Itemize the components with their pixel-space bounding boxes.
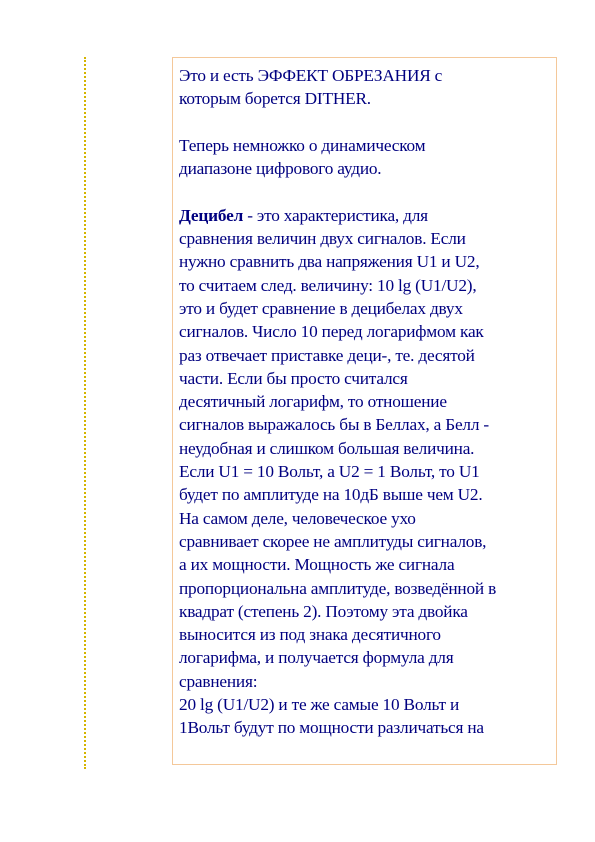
text-line: Это и есть ЭФФЕКТ ОБРЕЗАНИЯ с (179, 66, 443, 85)
text-line: это и будет сравнение в децибелах двух (179, 298, 463, 318)
paragraph-clipping-effect (179, 64, 551, 111)
text-line: части. Если бы просто считался (179, 368, 408, 388)
text-line: 20 lg (U1/U2) и те же самые 10 Вольт и (179, 695, 460, 715)
text-line-first (179, 204, 551, 227)
margin-dotted-rule (84, 57, 86, 769)
text-body (179, 64, 551, 740)
text-line: сравнивает скорее не амплитуды сигналов, (179, 531, 487, 551)
text-line: будет по амплитуде на 10дБ выше чем U2. (179, 485, 483, 505)
text-line: выносится из под знака десятичного (179, 625, 441, 645)
text-line: сигналов выражалось бы в Беллах, а Белл - (179, 415, 489, 435)
text-line: На самом деле, человеческое ухо (179, 508, 416, 528)
text-line: нужно сравнить два напряжения U1 и U2, (179, 252, 480, 272)
text-line: логарифма, и получается формула для (179, 648, 454, 668)
paragraph-dynamic-range-intro (179, 134, 551, 181)
text-line: которым борется DITHER. (179, 89, 371, 109)
paragraph-decibel-definition (179, 204, 551, 740)
text-line: 1Вольт будут по мощности различаться на (179, 718, 484, 738)
text-line: диапазоне цифрового аудио. (179, 159, 382, 179)
text-line: то считаем след. величину: 10 lg (U1/U2), (179, 275, 477, 295)
paragraph-spacer (179, 111, 551, 134)
term-decibel: Децибел (179, 205, 244, 225)
text-frame (172, 57, 557, 765)
text-run: - это характеристика, для (243, 205, 428, 225)
paragraph-spacer (179, 180, 551, 203)
text-line: десятичный логарифм, то отношение (179, 392, 447, 412)
text-line: квадрат (степень 2). Поэтому эта двойка (179, 601, 468, 621)
text-line: неудобная и слишком большая величина. (179, 438, 475, 458)
text-line: сравнения: (179, 671, 258, 691)
text-line: раз отвечает приставке деци-, те. десятой (179, 345, 475, 365)
text-line: Если U1 = 10 Вольт, а U2 = 1 Вольт, то U1 (179, 462, 480, 482)
text-line: сигналов. Число 10 перед логарифмом как (179, 322, 484, 342)
text-line: пропорциональна амплитуде, возведённой в (179, 578, 497, 598)
text-line: а их мощности. Мощность же сигнала (179, 555, 455, 575)
text-line: Теперь немножко о динамическом (179, 135, 426, 155)
text-line: сравнения величин двух сигналов. Если (179, 229, 466, 249)
